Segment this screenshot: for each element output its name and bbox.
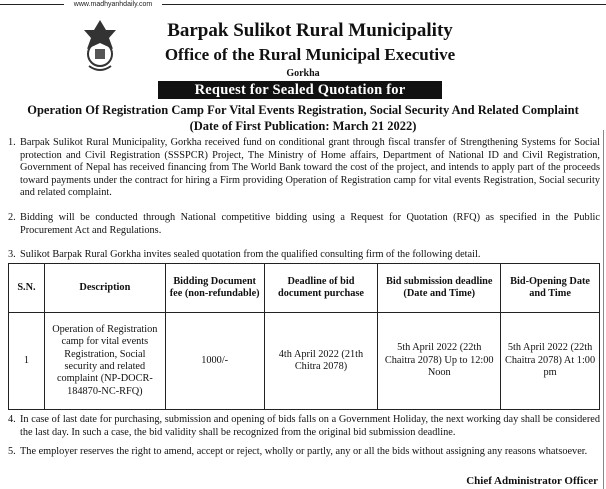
paragraph-5: [8, 446, 600, 459]
paragraph-2: [8, 212, 600, 237]
header-document-fee: Bidding Document fee (non-refundable): [165, 264, 264, 313]
cell-purchase-deadline: 4th April 2022 (21th Chitra 2078): [264, 313, 378, 410]
cell-document-fee: 1000/-: [165, 313, 264, 410]
paragraph-1: [8, 137, 600, 200]
office-title: Office of the Rural Municipal Executive: [164, 45, 456, 64]
cell-submission-deadline: 5th April 2022 (22th Chaitra 2078) Up to 12:00 Noon: [378, 313, 501, 410]
cell-opening-date: 5th April 2022 (22th Chaitra 2078) At 1:00 pm: [501, 313, 600, 410]
frame-border: [603, 130, 604, 489]
paragraph-number: 4.: [8, 414, 16, 425]
paragraph-number: 3.: [8, 249, 16, 260]
header-description: Description: [44, 264, 165, 313]
cell-sn: 1: [9, 313, 45, 410]
paragraph-number: 1.: [8, 137, 16, 148]
header-submission-deadline: Bid submission deadline (Date and Time): [378, 264, 501, 313]
municipality-title: Barpak Sulikot Rural Municipality: [167, 20, 453, 41]
paragraph-3: [8, 249, 600, 262]
signature-title: Chief Administrator Officer: [466, 475, 598, 487]
table-row: [9, 313, 600, 410]
paragraph-text: Sulikot Barpak Rural Gorkha invites sealed quotation from the qualified consulting firm of the following detail.: [20, 249, 481, 260]
header-purchase-deadline: Deadline of bid document purchase: [264, 264, 378, 313]
header-sn: S.N.: [9, 264, 45, 313]
bid-details-table: [8, 263, 600, 410]
paragraph-text: Barpak Sulikot Rural Municipality, Gorkha received fund on conditional grant through fiscal transfer of Strengthening Systems for Social protection and Civil Registration (SSSPCR) Project, The Ministry of Home affairs, Department of National ID and Civil Registration, Government of Nepal has received financing from The World Bank toward the cost of the project, and intends to apply part of the proceeds toward payments under the contract for hiring a Firm providing Operation of Registration camp for vital events Registration, Social security and related complaint.: [20, 137, 600, 199]
cell-description: Operation of Registration camp for vital events Registration, Social security and related complaint (NP-DOCR-184870-NC-RFQ): [44, 313, 165, 410]
paragraph-text: The employer reserves the right to amend, accept or reject, wholly or partly, any or all the bids without assigning any reasons whatsoever.: [20, 446, 588, 457]
publication-date: (Date of First Publication: March 21 2022): [189, 119, 417, 133]
paragraph-number: 5.: [8, 446, 16, 457]
paragraph-text: Bidding will be conducted through National competitive bidding using a Request for Quotation (RFQ) as specified in the Public Procurement Act and Regulations.: [20, 212, 600, 236]
paragraph-text: In case of last date for purchasing, submission and opening of bids falls on a Government Holiday, the next working day shall be considered the last day. In such a case, the bid validity shall be recognized from the original bid submission deadline.: [20, 414, 600, 438]
source-url: www.madhyanhdaily.com: [64, 0, 162, 9]
location-label: Gorkha: [286, 68, 320, 79]
paragraph-number: 2.: [8, 212, 16, 223]
subject-title: Operation Of Registration Camp For Vital Events Registration, Social Security And Related Complaint: [27, 103, 579, 117]
header-opening-date: Bid-Opening Date and Time: [501, 264, 600, 313]
notice-banner: Request for Sealed Quotation for: [158, 81, 442, 99]
table-header-row: [9, 264, 600, 313]
paragraph-4: [8, 414, 600, 439]
